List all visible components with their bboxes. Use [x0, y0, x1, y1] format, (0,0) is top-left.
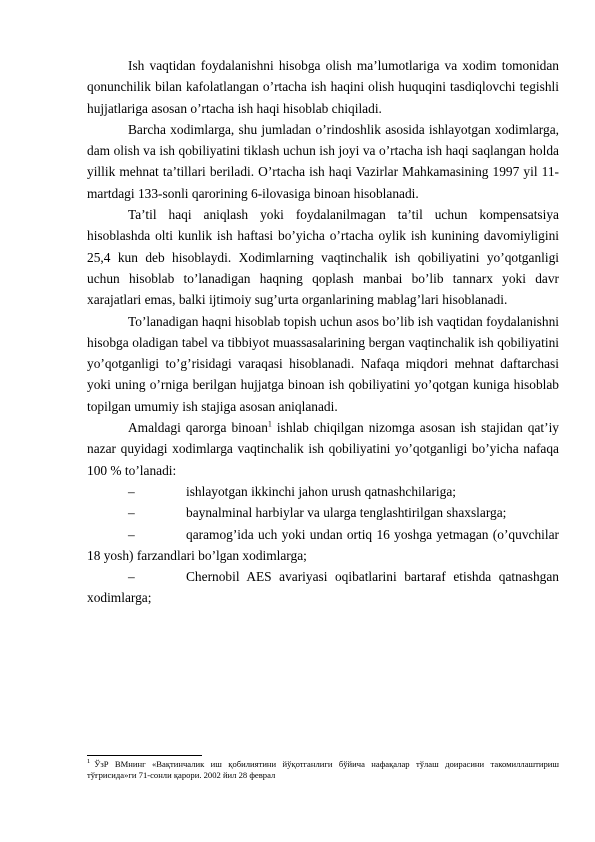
- paragraph: Ta’til haqi aniqlash yoki foydalanilmagan ta’til uchun kompensatsiya hisoblashda olti kunlik ish haftasi bo’yicha o’rtacha oylik ish kunining davomiyligini 25,4 kun deb hisoblaydi. Xodimlarning vaqtinchalik ish qobiliyatini yo’qotganligi uchun hisoblab to’lanadigan haqning qoplash manbai bo’lib tannarx yoki davr xarajatlari emas, balki ijtimoiy sug’urta organlarining mablag’lari hisoblanadi.: [87, 207, 559, 308]
- list-item: [87, 524, 559, 567]
- list-item-text: baynalminal harbiylar va ularga tenglashtirilgan shaxslarga;: [186, 505, 507, 521]
- list-item: [128, 481, 559, 502]
- list-item-text: ishlayotgan ikkinchi jahon urush qatnashchilariga;: [186, 483, 456, 499]
- footnote-reference[interactable]: 1: [267, 419, 272, 429]
- list-item: [87, 566, 559, 609]
- paragraph-with-footnote-ref: [87, 417, 559, 481]
- paragraph-text: Amaldagi qarorga binoan: [128, 420, 268, 436]
- footnote-separator: [87, 755, 202, 756]
- paragraph: Barcha xodimlarga, shu jumladan o’rindoshlik asosida ishlayotgan xodimlarga, dam olish va ish qobiliyatini tiklash uchun ish joyi va o’rtacha ish haqi saqlangan holda yillik mehnat ta’tillari beriladi. O’rtacha ish haqi Vazirlar Mahkamasining 1997 yil 11-martdagi 133-sonli qarorining 6-ilovasiga binoan hisoblanadi.: [87, 121, 559, 201]
- footnote: [87, 759, 559, 781]
- dash-marker: –: [128, 505, 135, 521]
- dash-marker: –: [128, 526, 135, 542]
- footnote-mark: 1: [87, 758, 91, 766]
- list-item: [128, 502, 559, 523]
- paragraph: To’lanadigan haqni hisoblab topish uchun asos bo’lib ish vaqtidan foydalanishni hisobga oladigan tabel va tibbiyot muassasalarining bergan vaqtinchalik ish qobiliyatini yo’qotganligi to’g’risidagi varaqasi hisoblanadi. Nafaqa miqdori mehnat daftarchasi yoki uning o’rniga berilgan hujjatga binoan ish qobiliyatini yo’qotgan kuniga hisoblab topilgan umumiy ish stajiga asosan aniqlanadi.: [87, 313, 559, 414]
- list-item-text: Chernobil AES avariyasi oqibatlarini bartaraf etishda qatnashgan xodimlarga;: [87, 569, 559, 606]
- paragraph: Ish vaqtidan foydalanishni hisobga olish ma’lumotlariga va xodim tomonidan qonunchilik bilan kafolatlangan o’rtacha ish haqini olish huquqini tasdiqlovchi tegishli hujjatlariga asosan o’rtacha ish haqi hisoblab chiqiladi.: [87, 58, 559, 116]
- dash-marker: –: [128, 483, 135, 499]
- list-item-text: qaramog’ida uch yoki undan ortiq 16 yoshga yetmagan (o’quvchilar 18 yosh) farzandlari bo’lgan xodimlarga;: [87, 526, 559, 563]
- footnote-text: ЎзР ВМнинг «Вақтинчалик иш қобилиятини йўқотганлиги бўйича нафақалар тўлаш доирасини такомиллаштириш тўғрисида»ги 71-сонли қарори. 2002 йил 28 феврал: [87, 759, 559, 780]
- dash-marker: –: [128, 569, 135, 585]
- body-text: [87, 55, 559, 609]
- paragraph-text: ishlab chiqilgan nizomga asosan ish stajidan qat’iy nazar quyidagi xodimlarga vaqtinchalik ish qobiliyatini yo’qotganligi bo’yicha nafaqa 100 % to’lanadi:: [87, 420, 559, 478]
